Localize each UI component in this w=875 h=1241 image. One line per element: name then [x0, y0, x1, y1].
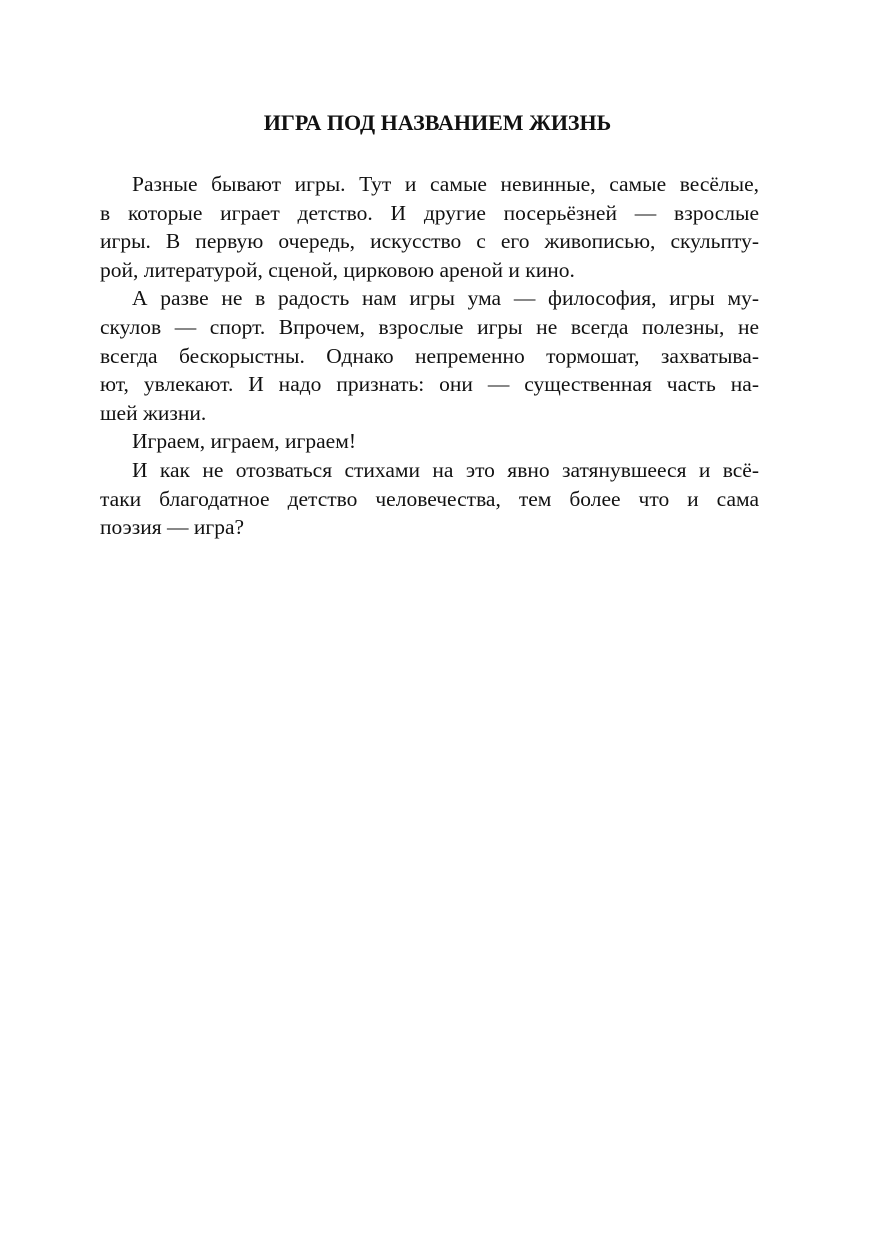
paragraph-2-line-5: шей жизни.: [100, 400, 207, 425]
paragraph-2-line-2: скулов — спорт. Впрочем, взрослые игры не всегда полезны, не: [100, 314, 759, 339]
paragraph-1-line-1: Разные бывают игры. Тут и самые невинные, самые весёлые,: [132, 172, 759, 196]
paragraph-2-line-3: всегда бескорыстны. Однако непременно тормошат, захватыва-: [100, 343, 759, 368]
paragraph-3-line-1: Играем, играем, играем!: [132, 429, 356, 454]
paragraph-1-line-2: в которые играет детство. И другие посерьёзней — взрослые: [100, 200, 759, 225]
chapter-title: ИГРА ПОД НАЗВАНИЕМ ЖИЗНЬ: [263, 110, 612, 135]
paragraph-1-line-4: рой, литературой, сценой, цирковою ареной и кино.: [100, 257, 575, 282]
paragraph-4-line-3: поэзия — игра?: [100, 515, 245, 540]
body-text: [100, 170, 759, 542]
paragraph-2-line-1: А разве не в радость нам игры ума — философия, игры му-: [132, 286, 759, 311]
paragraph-1-line-3: игры. В первую очередь, искусство с его живописью, скульпту-: [100, 229, 759, 254]
paragraph-2-line-4: ют, увлекают. И надо признать: они — существенная часть на-: [100, 372, 759, 397]
paragraph-4-line-2: таки благодатное детство человечества, тем более что и сама: [100, 486, 759, 511]
paragraph-4-line-1: И как не отозваться стихами на это явно затянувшееся и всё-: [132, 457, 759, 482]
